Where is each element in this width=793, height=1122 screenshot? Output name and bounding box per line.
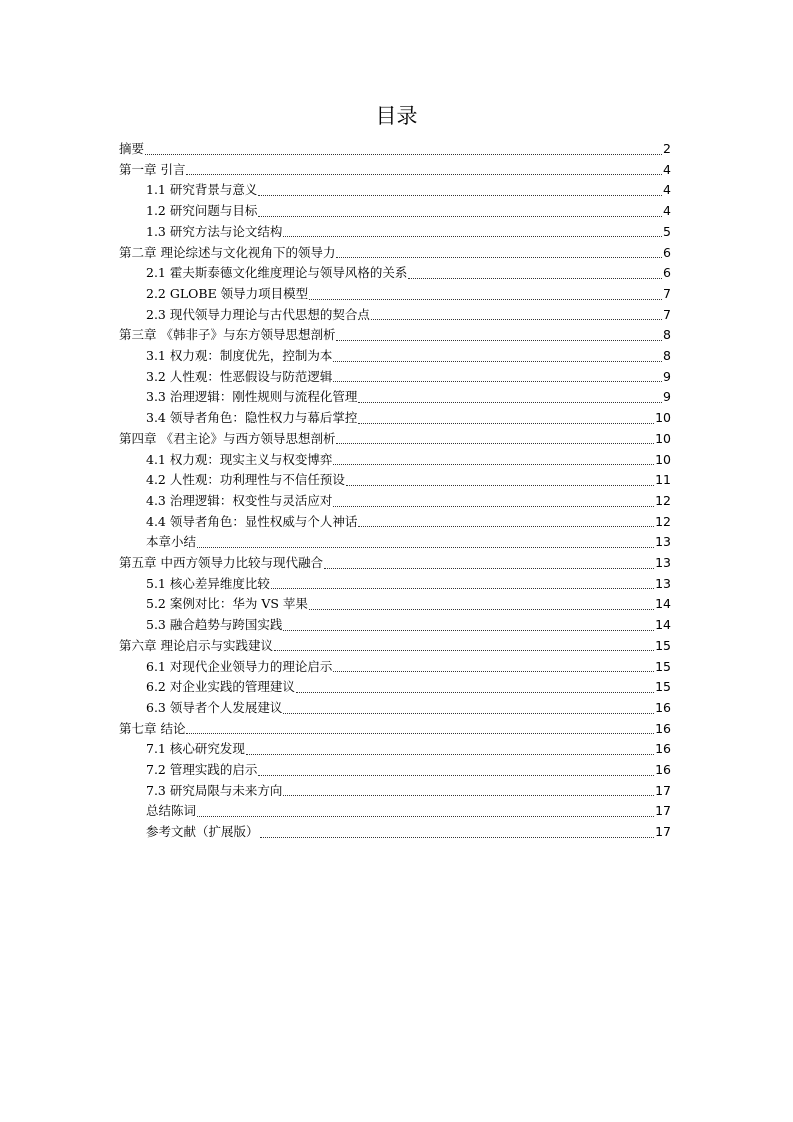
toc-section-entry[interactable] <box>146 263 671 284</box>
toc-section-entry[interactable] <box>146 346 671 367</box>
toc-leader-dots <box>246 754 654 755</box>
toc-chapter-entry[interactable] <box>119 553 671 574</box>
toc-entry-label: 6.1 对现代企业领导力的理论启示 <box>146 658 333 674</box>
toc-page-number: 13 <box>655 555 671 570</box>
toc-leader-dots <box>408 278 662 279</box>
toc-section-entry[interactable] <box>146 491 671 512</box>
toc-leader-dots <box>336 340 662 341</box>
toc-section-entry[interactable] <box>146 594 671 615</box>
toc-leader-dots <box>274 650 654 651</box>
toc-leader-dots <box>283 236 662 237</box>
toc-section-entry[interactable] <box>146 801 671 822</box>
toc-entry-label: 4.3 治理逻辑：权变性与灵活应对 <box>146 492 333 508</box>
toc-page-number: 12 <box>655 492 671 508</box>
toc-page-number: 8 <box>663 348 671 363</box>
toc-entry-label: 2.1 霍夫斯泰德文化维度理论与领导风格的关系 <box>146 265 408 281</box>
toc-entry-label: 7.1 核心研究发现 <box>146 741 245 757</box>
toc-page-number: 17 <box>655 782 671 798</box>
toc-leader-dots <box>260 837 655 838</box>
toc-page-number: 16 <box>655 741 671 757</box>
toc-page-number: 9 <box>663 368 671 384</box>
toc-leader-dots <box>333 671 654 672</box>
toc-entry-label: 7.3 研究局限与未来方向 <box>146 782 283 798</box>
toc-section-entry[interactable] <box>146 512 671 533</box>
toc-page-number: 6 <box>663 244 671 260</box>
toc-page-number: 12 <box>655 513 671 529</box>
toc-page-number: 14 <box>655 596 671 612</box>
toc-section-entry[interactable] <box>146 450 671 471</box>
toc-page-number: 10 <box>655 410 671 426</box>
toc-page-number: 16 <box>655 762 671 777</box>
toc-section-entry[interactable] <box>146 739 671 760</box>
toc-page-number: 8 <box>663 327 671 343</box>
toc-entry-label: 1.1 研究背景与意义 <box>146 182 258 198</box>
toc-section-entry[interactable] <box>146 698 671 719</box>
toc-leader-dots <box>309 299 662 300</box>
toc-page-number: 10 <box>655 451 671 467</box>
toc-entry-label: 3.3 治理逻辑：刚性规则与流程化管理 <box>146 389 358 405</box>
toc-leader-dots <box>358 402 662 403</box>
toc-entry-label: 1.2 研究问题与目标 <box>146 203 258 219</box>
toc-page-number: 4 <box>663 182 671 198</box>
toc-page-number: 6 <box>663 265 671 281</box>
toc-entry-label: 3.2 人性观：性恶假设与防范逻辑 <box>146 368 333 384</box>
toc-leader-dots <box>358 423 654 424</box>
toc-leader-dots <box>271 588 654 589</box>
toc-entry-label: 第六章 理论启示与实践建议 <box>119 637 273 653</box>
toc-section-entry[interactable] <box>146 305 671 326</box>
toc-leader-dots <box>358 526 654 527</box>
toc-section-entry[interactable] <box>146 408 671 429</box>
toc-chapter-entry[interactable] <box>119 139 671 160</box>
toc-leader-dots <box>336 257 662 258</box>
toc-page-number: 4 <box>663 203 671 219</box>
toc-leader-dots <box>197 547 654 548</box>
toc-chapter-entry[interactable] <box>119 429 671 450</box>
toc-page-number: 14 <box>655 617 671 633</box>
toc-page-number: 17 <box>655 803 671 819</box>
toc-leader-dots <box>186 733 654 734</box>
toc-leader-dots <box>145 154 662 155</box>
toc-page-number: 9 <box>663 389 671 405</box>
toc-leader-dots <box>324 568 654 569</box>
toc-leader-dots <box>296 692 654 693</box>
toc-page-number: 16 <box>655 699 671 715</box>
toc-entry-label: 4.1 权力观：现实主义与权变博弈 <box>146 451 333 467</box>
toc-entry-label: 第五章 中西方领导力比较与现代融合 <box>119 555 323 570</box>
toc-entry-label: 第四章 《君主论》与西方领导思想剖析 <box>119 430 336 446</box>
toc-entry-label: 第七章 结论 <box>119 720 186 736</box>
toc-section-entry[interactable] <box>146 657 671 678</box>
toc-chapter-entry[interactable] <box>119 325 671 346</box>
toc-page-number: 2 <box>663 141 671 156</box>
toc-section-entry[interactable] <box>146 822 671 843</box>
toc-entry-label: 5.3 融合趋势与跨国实践 <box>146 617 283 633</box>
toc-page-number: 15 <box>655 658 671 674</box>
toc-section-entry[interactable] <box>146 781 671 802</box>
toc-entry-label: 4.2 人性观：功利理性与不信任预设 <box>146 472 345 488</box>
toc-entry-label: 2.2 GLOBE 领导力项目模型 <box>146 285 309 301</box>
toc-section-entry[interactable] <box>146 574 671 595</box>
toc-leader-dots <box>258 775 654 776</box>
toc-leader-dots <box>333 506 654 507</box>
toc-page-number: 7 <box>663 306 671 322</box>
toc-section-entry[interactable] <box>146 201 671 222</box>
toc-leader-dots <box>333 381 662 382</box>
toc-section-entry[interactable] <box>146 760 671 781</box>
toc-entry-label: 2.3 现代领导力理论与古代思想的契合点 <box>146 306 370 322</box>
toc-entry-label: 3.1 权力观：制度优先，控制为本 <box>146 348 333 363</box>
toc-section-entry[interactable] <box>146 470 671 491</box>
toc-entry-label: 第二章 理论综述与文化视角下的领导力 <box>119 244 336 260</box>
toc-page-number: 13 <box>655 575 671 591</box>
toc-entry-label: 第一章 引言 <box>119 161 186 177</box>
toc-entry-label: 参考文献（扩展版） <box>146 824 259 840</box>
toc-section-entry[interactable] <box>146 615 671 636</box>
toc-section-entry[interactable] <box>146 387 671 408</box>
toc-entry-label: 7.2 管理实践的启示 <box>146 762 258 777</box>
toc-leader-dots <box>258 216 662 217</box>
toc-entry-label: 1.3 研究方法与论文结构 <box>146 223 283 239</box>
toc-leader-dots <box>309 609 654 610</box>
toc-leader-dots <box>346 485 654 486</box>
toc-title: 目录 <box>375 104 418 128</box>
toc-page-number: 16 <box>655 720 671 736</box>
toc-page-number: 17 <box>655 824 671 840</box>
toc-leader-dots <box>283 630 654 631</box>
toc-page-number: 15 <box>655 637 671 653</box>
toc-entry-label: 5.1 核心差异维度比较 <box>146 575 270 591</box>
toc-chapter-entry[interactable] <box>119 243 671 264</box>
toc-section-entry[interactable] <box>146 677 671 698</box>
toc-entry-label: 3.4 领导者角色：隐性权力与幕后掌控 <box>146 410 358 426</box>
toc-leader-dots <box>283 713 654 714</box>
toc-section-entry[interactable] <box>146 180 671 201</box>
toc-leader-dots <box>333 361 662 362</box>
toc-chapter-entry[interactable] <box>119 636 671 657</box>
toc-page-number: 13 <box>655 534 671 550</box>
toc-section-entry[interactable] <box>146 532 671 553</box>
toc-page-number: 10 <box>655 430 671 446</box>
toc-section-entry[interactable] <box>146 367 671 388</box>
toc-leader-dots <box>197 816 654 817</box>
toc-leader-dots <box>371 319 662 320</box>
toc-entry-label: 总结陈词 <box>146 803 197 819</box>
toc-entry-label: 第三章 《韩非子》与东方领导思想剖析 <box>119 327 336 343</box>
toc-entry-label: 本章小结 <box>146 534 197 550</box>
toc-chapter-entry[interactable] <box>119 160 671 181</box>
toc-leader-dots <box>258 195 662 196</box>
toc-page-number: 11 <box>655 472 671 488</box>
toc-page-number: 5 <box>663 223 671 239</box>
toc-section-entry[interactable] <box>146 284 671 305</box>
toc-leader-dots <box>333 464 654 465</box>
toc-leader-dots <box>336 443 654 444</box>
toc-section-entry[interactable] <box>146 222 671 243</box>
toc-entry-label: 4.4 领导者角色：显性权威与个人神话 <box>146 513 358 529</box>
toc-page-number: 4 <box>663 161 671 177</box>
toc-entry-label: 6.2 对企业实践的管理建议 <box>146 679 295 695</box>
toc-page-number: 15 <box>655 679 671 695</box>
toc-leader-dots <box>186 174 662 175</box>
toc-entry-label: 5.2 案例对比：华为 VS 苹果 <box>146 596 308 612</box>
toc-entry-label: 摘要 <box>119 141 145 156</box>
toc-entry-label: 6.3 领导者个人发展建议 <box>146 699 283 715</box>
toc-chapter-entry[interactable] <box>119 719 671 740</box>
toc-page-number: 7 <box>663 285 671 301</box>
toc-leader-dots <box>283 795 654 796</box>
